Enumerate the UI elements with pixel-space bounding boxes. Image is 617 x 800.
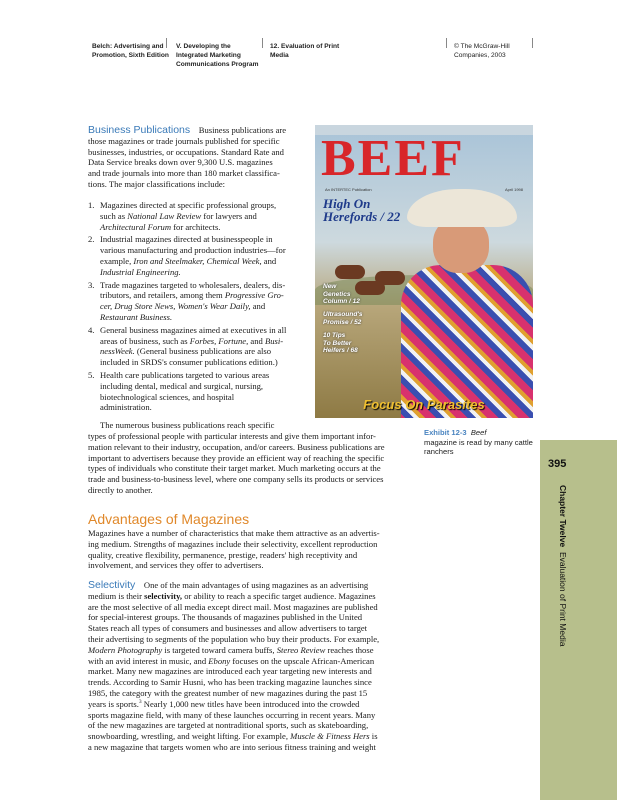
page-number: 395 (548, 458, 567, 470)
cover-footer: Focus On Parasites (363, 397, 485, 412)
business-para-lead: The numerous business publications reach specific (100, 420, 275, 430)
header-chapter: 12. Evaluation of Print Media (270, 43, 340, 59)
exhibit-text: magazine is read by many cattle ranchers (424, 437, 533, 457)
list-item: 1. Magazines directed at specific professional groups, such as National Law Review for lawyers and Architectural Forum for architects. (88, 200, 277, 232)
cover-tagline: An INTERTEC Publication (325, 187, 372, 192)
header-divider (532, 38, 533, 48)
header-copyright: © The McGraw-Hill Companies, 2003 (454, 43, 510, 59)
exhibit-caption (424, 428, 536, 457)
cover-teaser: New Genetics Column / 12 (323, 283, 360, 305)
business-para: types of professional people with particular interests and give them important infor- mation relevant to their industry, occupation, and/or careers. Business publications are important to advertisers because they provide an efficient way of reaching the specific types of individuals who constitute their target market. Much marketing occurs at the trade and business-to-business level, where one company sells its products or services directly to another. (88, 431, 385, 495)
list-item: 3. Trade magazines targeted to wholesalers, dealers, dis- tributors, and retailers, among them Progressive Gro- cer, Drug Store News, Women's Wear Daily, and Restaurant Business. (88, 279, 286, 322)
header-divider (262, 38, 263, 48)
header-book: Belch: Advertising and Promotion, Sixth Edition (92, 43, 169, 59)
advantages-body: Magazines have a number of characteristics that make them attractive as an advertis- ing medium. Strengths of magazines include their selectivity, excellent reproduction quality, creative flexibility, permanence, prestige, readers' high receptivity and involvement, and services they offer to advertisers. (88, 528, 380, 571)
exhibit-title: Beef (470, 428, 487, 437)
cowboy-shirt (401, 265, 533, 418)
cover-teaser: Ultrasound's Promise / 52 (323, 311, 363, 326)
business-intro: Business Publications Business publications are those magazines or trade journals published for specific businesses, industries, or occupations. Standard Rate and Data Service breaks down over 9,300 U.S. magazines and trade journals into more than 180 market classifica- tions. The major classifications include: (88, 124, 287, 189)
classification-list (88, 200, 320, 415)
selectivity-heading: Selectivity (88, 579, 136, 591)
chapter-sidebar (540, 440, 617, 800)
cover-masthead: BEEF (321, 130, 465, 187)
exhibit-label: Exhibit 12-3 (424, 428, 467, 437)
selectivity-body: Selectivity One of the main advantages of using magazines as an advertising medium is their selectivity, or ability to reach a specific target audience. Magazines are the most selective of all media except direct mail. Most magazines are published for special-interest groups. The thousands of magazines published in the United States reach all types of consumers and businesses and allow advertisers to target their advertising to segments of the population who buy their products. For example, Modern Photography is targeted toward camera buffs, Stereo Review reaches those with an avid interest in music, and Ebony focuses on the upscale African-American market. Many new magazines are introduced each year targeting new interests and trends. According to Samir Husni, who has been tracking magazine launches since 1985, the category with the greatest number of new magazines during the past 15 years is sports.$^3$ Nearly 1,000 new titles have been introduced into the crowded sports magazine field, with many of these launches occurring in recent years. Many of the new magazines are targeted at nontraditional sports, such as skateboarding, snowboarding, wrestling, and weight lifting. For example, Muscle & Fitness Hers is a new magazine that targets women who are into serious fitness training and weight (88, 579, 380, 752)
beef-magazine-cover (315, 125, 533, 418)
list-item: 5. Health care publications targeted to various areas including dental, medical and surgical, nursing, biotechnological sciences, and hospital administration. (88, 369, 270, 413)
advantages-heading: Advantages of Magazines (88, 511, 250, 527)
list-item: 4. General business magazines aimed at executives in all areas of business, such as Forbes, Fortune, and Busi- nessWeek. (General business publications are also included in SRDS's consumer publications edition.) (88, 324, 287, 368)
cover-teaser: 10 Tips To Better Heifers / 68 (323, 332, 358, 354)
chapter-running-head: Chapter Twelve Evaluation of Print Media (558, 485, 568, 647)
business-heading: Business Publications (88, 124, 191, 136)
cover-headline: High On Herefords / 22 (323, 196, 401, 224)
header-divider (446, 38, 447, 48)
cow-shape (335, 265, 365, 279)
cowboy-hat-icon (407, 189, 517, 227)
header-part: V. Developing the Integrated Marketing Communications Program (176, 43, 259, 68)
list-item: 2. Industrial magazines directed at businesspeople in various manufacturing and production industries—for example, Iron and Steelmaker, Chemical Week, and Industrial Engineering. (88, 234, 286, 277)
cover-issue: April 1998 (504, 187, 523, 192)
